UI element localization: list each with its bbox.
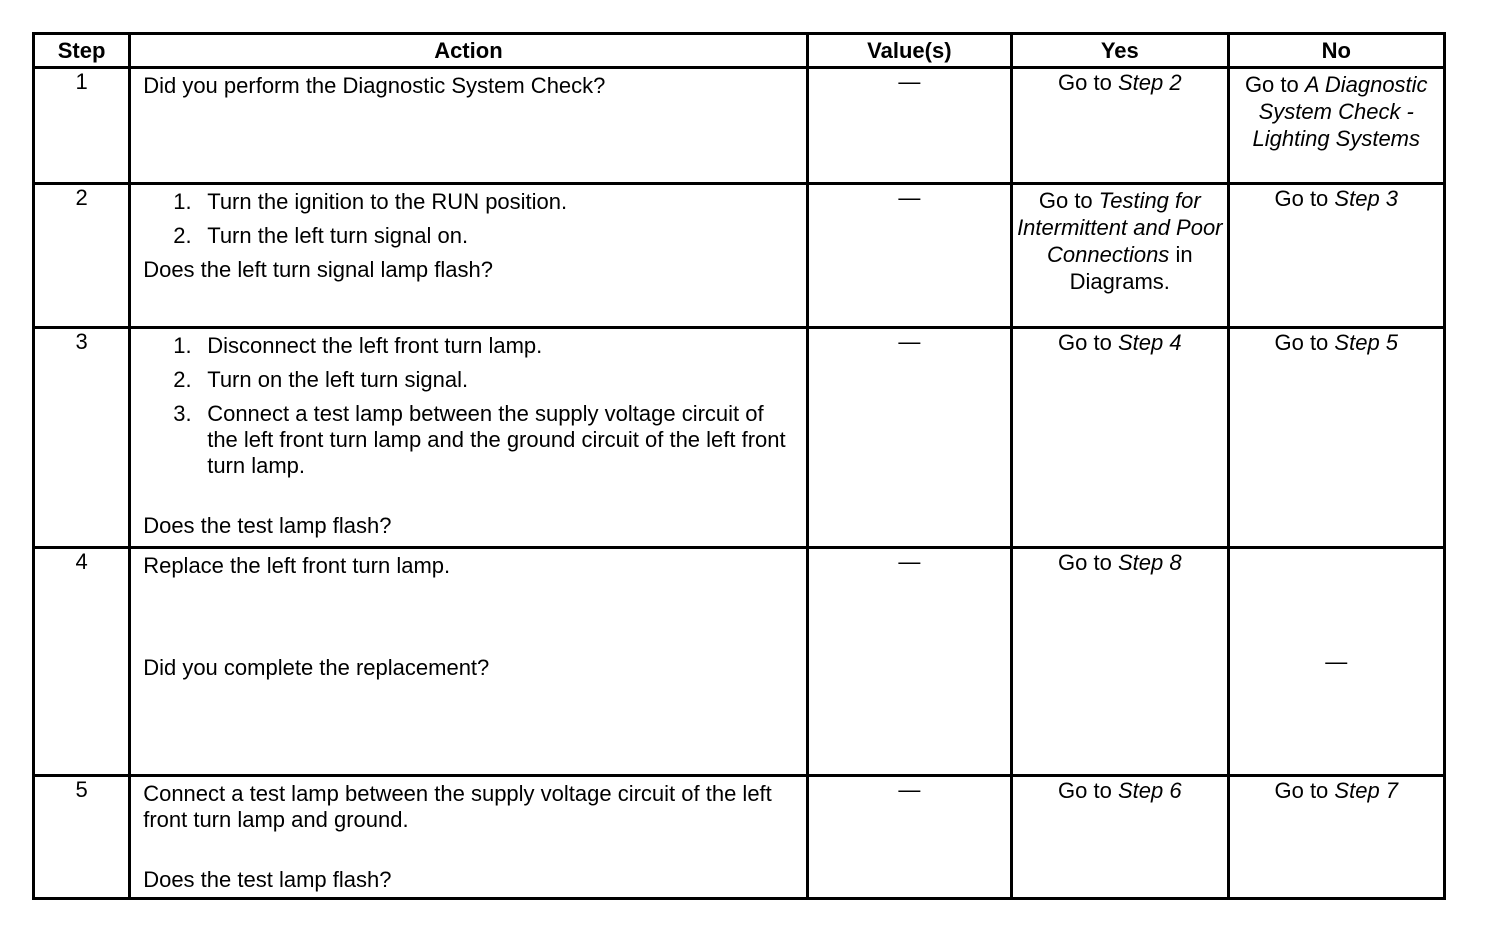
yes-ref: Step 2 (1117, 70, 1182, 95)
action-cell (130, 548, 807, 776)
action-step: 2. Turn the left turn signal on. (173, 223, 469, 248)
yes-suffix: in (1175, 242, 1193, 267)
action-text: Connect a test lamp between the supply voltage circuit of the left front turn lamp and ground. (143, 781, 772, 832)
header-action: Action (130, 34, 807, 68)
yes-ref: Step 6 (1117, 778, 1182, 803)
action-cell (130, 184, 807, 328)
step-number: 5 (34, 776, 130, 899)
value-cell: — (807, 548, 1011, 776)
step-number: 4 (34, 548, 130, 776)
yes-cell (1012, 548, 1228, 776)
action-question: Does the test lamp flash? (143, 867, 392, 892)
table-row (34, 328, 1445, 548)
yes-prefix: Go to (1058, 778, 1112, 803)
header-yes: Yes (1012, 34, 1228, 68)
no-ref: Step 3 (1334, 186, 1399, 211)
yes-prefix: Go to (1038, 188, 1093, 213)
table-row (34, 776, 1445, 899)
no-cell (1228, 184, 1444, 328)
yes-ref: Testing for Intermittent and Poor Connections (1017, 188, 1223, 267)
yes-cell (1012, 68, 1228, 184)
table-row (34, 68, 1445, 184)
no-ref: Step 5 (1334, 330, 1399, 355)
yes-cell (1012, 328, 1228, 548)
header-no: No (1228, 34, 1444, 68)
action-cell (130, 328, 807, 548)
step-number: 1 (34, 68, 130, 184)
action-step: 3. Connect a test lamp between the supply voltage circuit of the left front turn lamp and the ground circuit of the left front turn lamp. (173, 401, 786, 478)
no-prefix: Go to (1274, 778, 1329, 803)
no-ref: Step 7 (1334, 778, 1399, 803)
no-prefix: Go to (1274, 330, 1329, 355)
value-cell: — (807, 328, 1011, 548)
value-cell: — (807, 184, 1011, 328)
action-step: 2. Turn on the left turn signal. (173, 367, 469, 392)
yes-cell (1012, 776, 1228, 899)
header-step: Step (34, 34, 130, 68)
action-step: 1. Turn the ignition to the RUN position. (173, 189, 568, 214)
no-ref: A Diagnostic System Check - Lighting Systems (1252, 72, 1428, 151)
yes-prefix: Go to (1058, 330, 1112, 355)
action-question: Does the test lamp flash? (143, 513, 392, 538)
action-cell (130, 776, 807, 899)
no-prefix: Go to (1244, 72, 1299, 97)
yes-ref: Step 8 (1117, 550, 1182, 575)
step-number: 3 (34, 328, 130, 548)
diagnostic-table (32, 32, 1446, 900)
yes-cell (1012, 184, 1228, 328)
action-steps-list (143, 189, 795, 249)
value-cell: — (807, 68, 1011, 184)
no-prefix: Go to (1274, 186, 1329, 211)
action-text: Replace the left front turn lamp. (143, 553, 451, 578)
no-cell: — (1228, 548, 1444, 776)
header-values: Value(s) (807, 34, 1011, 68)
action-step: 1. Disconnect the left front turn lamp. (173, 333, 543, 358)
yes-ref: Step 4 (1117, 330, 1182, 355)
value-cell: — (807, 776, 1011, 899)
action-question: Did you complete the replacement? (143, 655, 490, 680)
yes-prefix: Go to (1058, 550, 1112, 575)
action-cell (130, 68, 807, 184)
table-row (34, 184, 1445, 328)
header-row (34, 34, 1445, 68)
action-question: Does the left turn signal lamp flash? (143, 257, 493, 282)
yes-tail: Diagrams. (1069, 269, 1170, 294)
table-row (34, 548, 1445, 776)
no-cell (1228, 328, 1444, 548)
action-text: Did you perform the Diagnostic System Check? (143, 73, 606, 98)
no-cell (1228, 776, 1444, 899)
action-steps-list (143, 333, 795, 479)
yes-prefix: Go to (1058, 70, 1112, 95)
no-cell (1228, 68, 1444, 184)
step-number: 2 (34, 184, 130, 328)
